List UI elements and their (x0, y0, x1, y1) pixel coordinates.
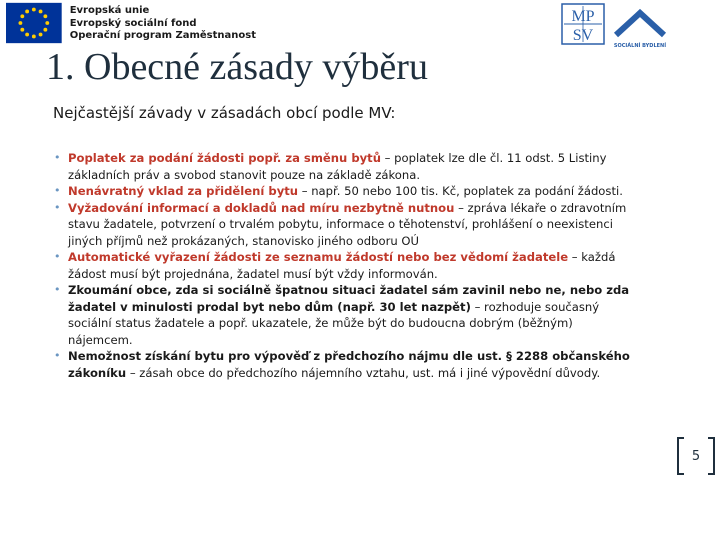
bullet-text: – zásah obce do předchozího nájemního vztahu, ust. má i jiné výpovědní důvody. (126, 365, 601, 380)
bullet-text: – zpráva lékaře o zdravotním stavu žadatele, potvrzení o trvalém pobytu, informace o těhotenství, prohlášení o neexistenci jiných příjmů než prokázaných, stanovisko jiného odboru OÚ (68, 200, 627, 248)
bullet-text: – např. 50 nebo 100 tis. Kč, poplatek za podání žádosti. (298, 184, 623, 198)
bullet-icon: • (54, 151, 61, 164)
bullet-bold: Nemožnost získání bytu pro výpověď z předchozího nájmu dle ust. § 2288 občanského zákoníku (68, 349, 630, 380)
list-item (52, 348, 632, 381)
bullet-highlight: Automatické vyřazení žádosti ze seznamu žádostí nebo bez vědomí žadatele (68, 250, 569, 264)
bullet-highlight: Nenávratný vklad za přidělení bytu (68, 184, 299, 198)
list-item (52, 249, 632, 282)
bullet-highlight: Vyžadování informací a dokladů nad míru nezbytně nutnou (68, 200, 455, 215)
bullet-icon: • (54, 184, 61, 197)
mpsv-logo-bottom: SV (572, 27, 594, 44)
eu-logo-line-3: Operační program Zaměstnanost (69, 30, 256, 41)
bullet-list (52, 150, 632, 381)
page-title: 1. Obecné zásady výběru (46, 46, 428, 88)
eu-esf-logo (6, 2, 256, 48)
mpsv-logo (561, 3, 605, 45)
bullet-bold: Zkoumání obce, zda si sociálně špatnou situaci žadatel sám zavinil nebo ne, nebo zda žadatel v minulosti prodal byt nebo dům (např. 30 let nazpět) (68, 283, 630, 314)
bullet-icon: • (54, 250, 61, 263)
eu-logo-line-2: Evropský sociální fond (69, 17, 197, 29)
list-item (52, 282, 632, 348)
subtitle: Nejčastější závady v zásadách obcí podle MV: (53, 104, 396, 122)
page-number: 5 (691, 449, 701, 464)
mpsv-logo-top: MP (571, 8, 595, 25)
bullet-text: – rozhoduje současný sociální status žadatele a popř. ukazatele, že může být do budoucna dobrým (běžným) nájemcem. (68, 299, 600, 347)
list-item (52, 150, 632, 183)
bullet-icon: • (54, 283, 61, 296)
social-housing-logo-text: SOCIÁLNÍ BYDLENÍ (613, 43, 667, 49)
bullet-text: – každá žádost musí být projednána, žadatel musí být vždy informován. (68, 250, 616, 281)
eu-logo-line-1: Evropská unie (69, 5, 150, 16)
eu-flag-icon (6, 2, 62, 44)
list-item (52, 200, 632, 250)
bullet-text: – poplatek lze dle čl. 11 odst. 5 Listiny základních práv a svobod stanovit pouze na základě zákona. (68, 151, 607, 182)
social-housing-logo (610, 5, 670, 49)
bullet-icon: • (54, 349, 61, 362)
list-item (52, 183, 632, 200)
bullet-icon: • (54, 200, 61, 214)
bullet-highlight: Poplatek za podání žádosti popř. za směnu bytů (68, 151, 381, 165)
